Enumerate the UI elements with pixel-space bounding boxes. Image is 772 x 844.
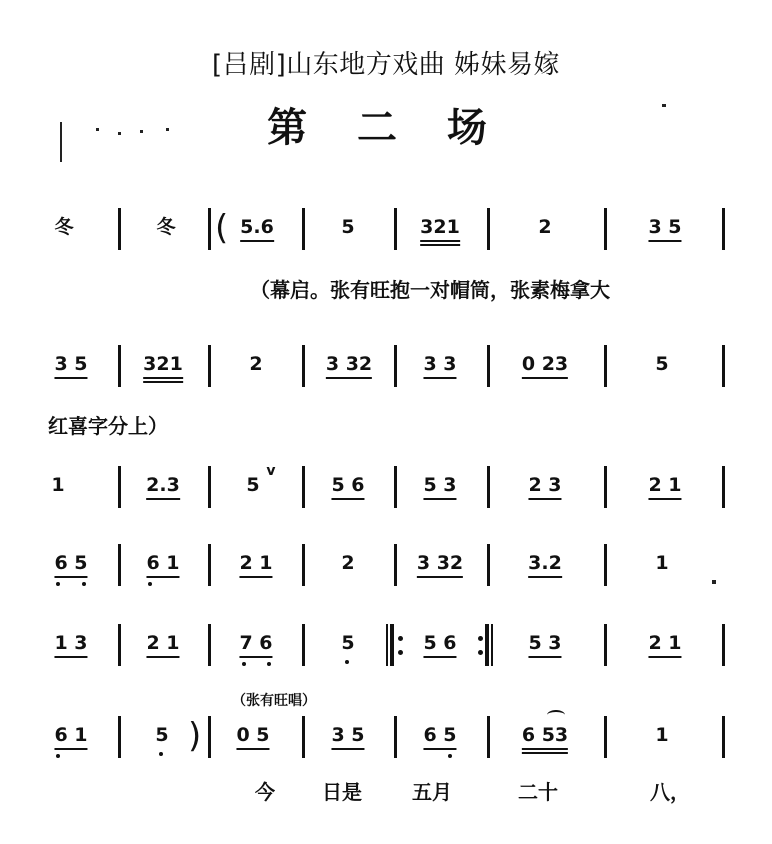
repeat-dot (398, 650, 403, 655)
note-group: 2 1 (648, 474, 681, 500)
note-group: 3 5 (54, 353, 87, 379)
score-row-4 (0, 544, 772, 604)
barline (394, 544, 397, 586)
repeat-start-thick (390, 624, 394, 666)
barline (722, 345, 725, 387)
scan-speck (166, 128, 169, 131)
note-group: 3.2 (528, 552, 562, 578)
scan-speck (662, 104, 666, 107)
note-group: 5.6 (240, 216, 274, 242)
scan-speck (712, 580, 716, 584)
barline (394, 466, 397, 508)
note-group: 2.3 (146, 474, 180, 500)
barline (118, 624, 121, 666)
repeat-end-thin (491, 624, 493, 666)
low-octave-dot (148, 582, 152, 586)
note-group: 2 (249, 353, 263, 375)
stage-direction: （幕启。张有旺抱一对帽筒，张素梅拿大 (250, 278, 610, 302)
barline (604, 544, 607, 586)
barline (302, 716, 305, 758)
slur-mark (547, 710, 565, 720)
low-octave-dot (242, 662, 246, 666)
lyric-syllable: 今 (255, 780, 275, 804)
low-octave-dot (267, 662, 271, 666)
barline (722, 466, 725, 508)
singer-label: （张有旺唱） (232, 693, 316, 709)
barline (604, 345, 607, 387)
barline (487, 716, 490, 758)
barline (118, 544, 121, 586)
scan-speck (140, 130, 143, 133)
lyric-syllable: 二十 (518, 780, 558, 804)
repeat-dot (478, 636, 483, 641)
score-row-1 (0, 208, 772, 268)
barline (208, 345, 211, 387)
barline (208, 544, 211, 586)
barline (487, 208, 490, 250)
low-octave-dot (159, 752, 163, 756)
note-group: 5 (655, 353, 669, 375)
note-group: 5 (246, 474, 260, 496)
repeat-dot (398, 636, 403, 641)
note-group: 321 (143, 353, 183, 379)
note-group: 2 1 (146, 632, 179, 658)
note-group: 1 (655, 552, 669, 574)
note-group: 5 (155, 724, 169, 746)
note-group: 5 (341, 632, 355, 654)
note-group: 6 1 (54, 724, 87, 750)
barline (118, 716, 121, 758)
note-group: 6 5 (54, 552, 87, 578)
note-group: 6 53 (522, 724, 568, 750)
note-group: 1 (51, 474, 65, 496)
repeat-start-thin (386, 624, 388, 666)
barline (604, 466, 607, 508)
open-paren: ( (215, 208, 229, 248)
barline (208, 624, 211, 666)
note-group: 3 3 (423, 353, 456, 379)
score-row-6 (0, 716, 772, 776)
barline (208, 466, 211, 508)
stage-direction: 红喜字分上） (48, 414, 168, 438)
score-row-5 (0, 624, 772, 684)
low-octave-dot (345, 660, 349, 664)
barline (394, 208, 397, 250)
barline (118, 208, 121, 250)
lyric-syllable: 八， (650, 780, 690, 804)
barline (487, 544, 490, 586)
note-group: 5 6 (423, 632, 456, 658)
repeat-dot (478, 650, 483, 655)
note-group: 2 (538, 216, 552, 238)
low-octave-dot (56, 754, 60, 758)
note-group: 6 1 (146, 552, 179, 578)
scene-title: 第 二 场 (267, 105, 505, 151)
lyric-syllable: 五月 (412, 780, 452, 804)
scan-speck (60, 122, 62, 162)
note-group: 5 3 (423, 474, 456, 500)
note-group: 5 6 (331, 474, 364, 500)
barline (722, 208, 725, 250)
note-group: 0 5 (236, 724, 269, 750)
barline (604, 624, 607, 666)
repeat-end-thick (485, 624, 489, 666)
barline (302, 208, 305, 250)
note-group: 1 (655, 724, 669, 746)
note-group: 3 32 (326, 353, 372, 379)
barline (118, 345, 121, 387)
close-paren: ) (188, 716, 202, 756)
barline (302, 345, 305, 387)
note-group: 冬 (54, 216, 74, 238)
breath-mark: v (266, 463, 276, 479)
barline (604, 716, 607, 758)
low-octave-dot (448, 754, 452, 758)
barline (487, 466, 490, 508)
barline (604, 208, 607, 250)
note-group: 2 (341, 552, 355, 574)
note-group: 6 5 (423, 724, 456, 750)
barline (118, 466, 121, 508)
note-group: 3 5 (331, 724, 364, 750)
barline (722, 624, 725, 666)
barline (487, 345, 490, 387)
scan-speck (96, 128, 99, 131)
note-group: 2 1 (648, 632, 681, 658)
barline (208, 716, 211, 758)
note-group: 5 (341, 216, 355, 238)
barline (302, 544, 305, 586)
barline (302, 624, 305, 666)
low-octave-dot (82, 582, 86, 586)
note-group: 3 32 (417, 552, 463, 578)
low-octave-dot (56, 582, 60, 586)
note-group: 2 1 (239, 552, 272, 578)
note-group: 0 23 (522, 353, 568, 379)
page-header: [吕剧]山东地方戏曲 姊妹易嫁 (211, 50, 561, 80)
score-row-3 (0, 463, 772, 526)
scan-speck (118, 132, 121, 135)
note-group: 321 (420, 216, 460, 242)
barline (302, 466, 305, 508)
barline (208, 208, 211, 250)
score-row-2 (0, 345, 772, 405)
note-group: 3 5 (648, 216, 681, 242)
barline (394, 716, 397, 758)
note-group: 1 3 (54, 632, 87, 658)
barline (394, 345, 397, 387)
note-group: 2 3 (528, 474, 561, 500)
note-group: 5 3 (528, 632, 561, 658)
lyric-syllable: 日是 (322, 780, 362, 804)
note-group: 冬 (156, 216, 176, 238)
barline (722, 716, 725, 758)
note-group: 7 6 (239, 632, 272, 658)
